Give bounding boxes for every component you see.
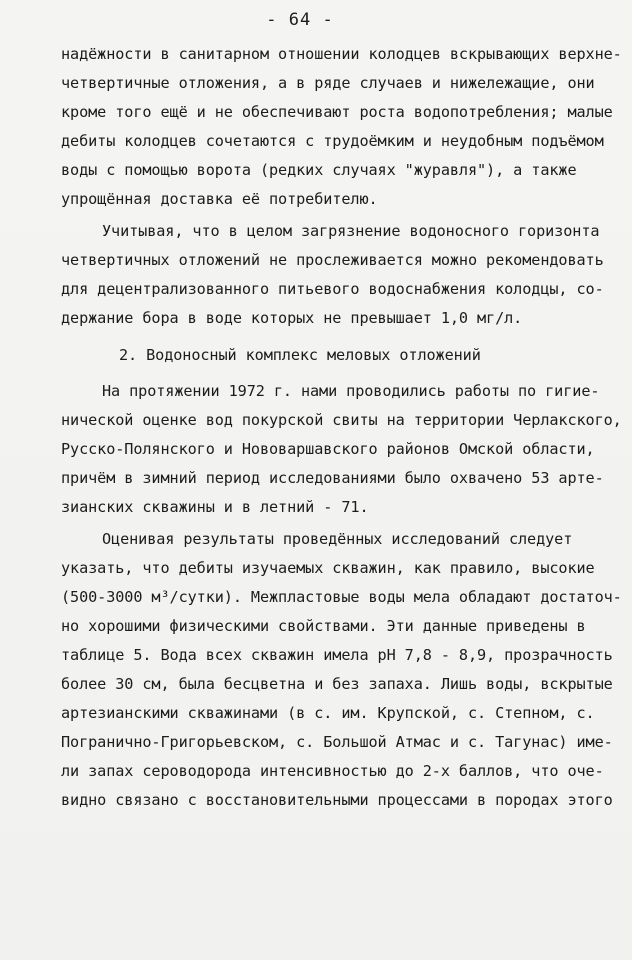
text-line: надёжности в санитарном отношении колодцев вскрывающих верхне-: [61, 45, 622, 63]
text-line: для децентрализованного питьевого водоснабжения колодцы, со-: [61, 280, 604, 298]
text-line: зианских скважины и в летний - 71.: [61, 498, 369, 516]
page-number: - 64 -: [266, 10, 334, 30]
text-line: но хорошими физическими свойствами. Эти данные приведены в: [61, 617, 586, 635]
text-line: кроме того ещё и не обеспечивают роста водопотребления; малые: [61, 103, 613, 121]
body-text: [61, 40, 622, 815]
text-line: дебиты колодцев сочетаются с трудоёмким и неудобным подъёмом: [61, 132, 604, 150]
text-line: более 30 см, была бесцветна и без запаха. Лишь воды, вскрытые: [61, 675, 613, 693]
paragraph-first-line: Учитывая, что в целом загрязнение водоносного горизонта: [102, 222, 600, 240]
text-line: таблице 5. Вода всех скважин имела pH 7,8 - 8,9, прозрачность: [61, 646, 613, 664]
text-line: нической оценке вод покурской свиты на территории Черлакского,: [61, 411, 622, 429]
text-line: причём в зимний период исследованиями было охвачено 53 арте-: [61, 469, 604, 487]
text-line: Погранично-Григорьевском, с. Большой Атмас и с. Тагунас) име-: [61, 733, 613, 751]
text-line: (500-3000 м³/сутки). Межпластовые воды мела обладают достаточ-: [61, 588, 622, 606]
section-heading: 2. Водоносный комплекс меловых отложений: [119, 346, 481, 364]
paragraph-first-line: На протяжении 1972 г. нами проводились работы по гигие-: [102, 382, 600, 400]
text-line: ли запах сероводорода интенсивностью до 2-х баллов, что оче-: [61, 762, 604, 780]
paragraph-first-line: Оценивая результаты проведённых исследований следует: [102, 530, 573, 548]
text-line: четвертичные отложения, а в ряде случаев и нижележащие, они: [61, 74, 595, 92]
text-line: артезианскими скважинами (в с. им. Крупской, с. Степном, с.: [61, 704, 595, 722]
text-line: Русско-Полянского и Нововаршавского районов Омской области,: [61, 440, 595, 458]
text-line: четвертичных отложений не прослеживается можно рекомендовать: [61, 251, 604, 269]
text-line: держание бора в воде которых не превышает 1,0 мг/л.: [61, 309, 523, 327]
text-line: видно связано с восстановительными процессами в породах этого: [61, 791, 613, 809]
text-line: указать, что дебиты изучаемых скважин, как правило, высокие: [61, 559, 595, 577]
text-line: упрощённая доставка её потребителю.: [61, 190, 378, 208]
text-line: воды с помощью ворота (редких случаях "журавля"), а также: [61, 161, 577, 179]
